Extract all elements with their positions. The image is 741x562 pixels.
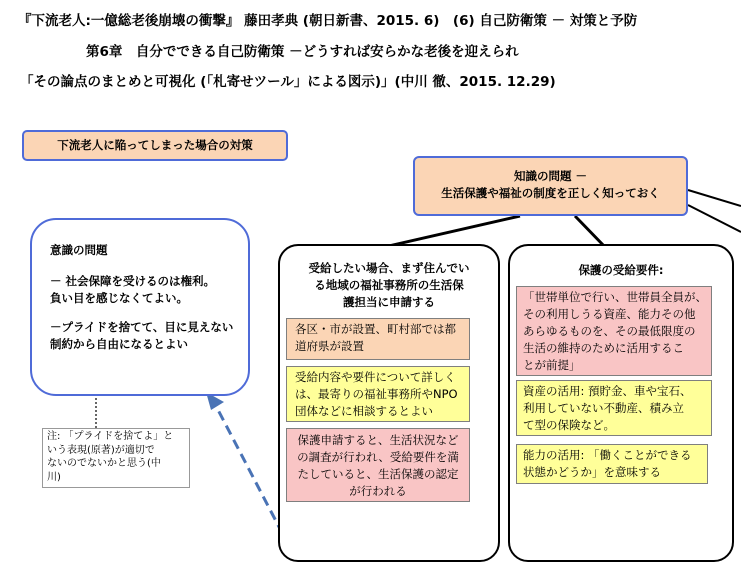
awareness-title: 意識の問題 — [50, 243, 108, 257]
header-line-1: 『下流老人:一億総老後崩壊の衝撃』 藤田孝典 (朝日新書、2015. 6) (6) 自己防衛策 － 対策と予防 — [18, 13, 638, 29]
apply-card1-line-2: 道府県が設置 — [295, 339, 364, 353]
requirements-title: 保護の受給要件: — [578, 263, 664, 277]
requirements-card-3 — [516, 444, 708, 484]
apply-card3-line-1: 保護申請すると、生活状況など — [297, 433, 459, 447]
awareness-item2-line2: 制約から自由になるとよい — [50, 337, 188, 351]
connector-knowledge-right-1 — [688, 190, 741, 206]
apply-card3-line-3: たしていると、生活保護の認定 — [297, 467, 459, 481]
apply-title-line-1: 受給したい場合、まず住んでい — [308, 261, 470, 275]
apply-title-line-3: 護担当に申請する — [343, 295, 435, 309]
awareness-box — [30, 218, 250, 396]
title-box-text: 下流老人に陥ってしまった場合の対策 — [57, 138, 253, 152]
apply-card3-line-4: が行われる — [349, 484, 407, 498]
requirements-card2-line-1: 資産の活用: 預貯金、車や宝石、 — [523, 384, 692, 398]
header-line-2: 第6章 自分でできる自己防衛策 －どうすれば安らかな老後を迎えられ — [86, 44, 519, 60]
connector-knowledge-right-2 — [688, 205, 741, 232]
apply-card-1 — [286, 318, 470, 360]
apply-card-2 — [286, 366, 470, 422]
requirements-card2-line-2: 利用していない不動産、積み立 — [523, 401, 684, 415]
knowledge-line-1: 知識の問題 － — [513, 169, 587, 183]
awareness-item2-line1: －プライドを捨てて、目に見えない — [50, 320, 234, 334]
knowledge-box — [413, 156, 688, 216]
apply-card2-line-1: 受給内容や要件について詳しく — [295, 370, 456, 384]
apply-card1-line-1: 各区・市が設置、町村部では都 — [295, 322, 456, 336]
requirements-card1-line-2: その利用しうる資産、能力その他 — [523, 307, 696, 321]
awareness-item1-line2: 負い目を感じなくてよい。 — [50, 291, 188, 305]
note-line-2: いう表現(原著)が適切で — [47, 444, 155, 456]
apply-title-line-2: る地域の福祉事務所の生活保 — [314, 278, 464, 292]
requirements-card1-line-5: とが前提」 — [523, 358, 581, 372]
requirements-card1-line-1: 「世帯単位で行い、世帯員全員が、 — [523, 290, 707, 304]
requirements-card-1 — [516, 286, 712, 376]
awareness-item1-line1: － 社会保障を受けるのは権利。 — [50, 274, 216, 288]
apply-card2-line-3: 団体などに相談するとよい — [295, 404, 433, 418]
title-box — [22, 130, 288, 161]
requirements-card1-line-4: 生活の維持のために活用するこ — [523, 341, 684, 355]
apply-card3-line-2: の調査が行われ、受給要件を満 — [297, 450, 459, 464]
note-line-3: ないのでないかと思う(中 — [47, 458, 161, 469]
requirements-card3-line-1: 能力の活用: 「働くことができる — [523, 448, 692, 462]
header-line-3: 「その論点のまとめと可視化 (「札寄せツール」による図示)」(中川 徹、2015. 12.29) — [20, 74, 556, 90]
requirements-card1-line-3: あらゆるものを、その最低限度の — [523, 324, 696, 338]
requirements-card3-line-2: 状態かどうか」を意味する — [523, 465, 661, 479]
requirements-card2-line-3: て型の保険など。 — [523, 418, 615, 432]
knowledge-line-2: 生活保護や福祉の制度を正しく知っておく — [441, 186, 660, 200]
apply-card2-line-2: は、最寄りの福祉事務所やNPO — [295, 387, 458, 401]
note-box — [42, 428, 190, 488]
requirements-card-2 — [516, 380, 712, 436]
note-line-1: 注: 「プライドを捨てよ」と — [47, 431, 174, 442]
apply-card-3 — [286, 428, 470, 502]
note-line-4: 川) — [47, 471, 61, 483]
